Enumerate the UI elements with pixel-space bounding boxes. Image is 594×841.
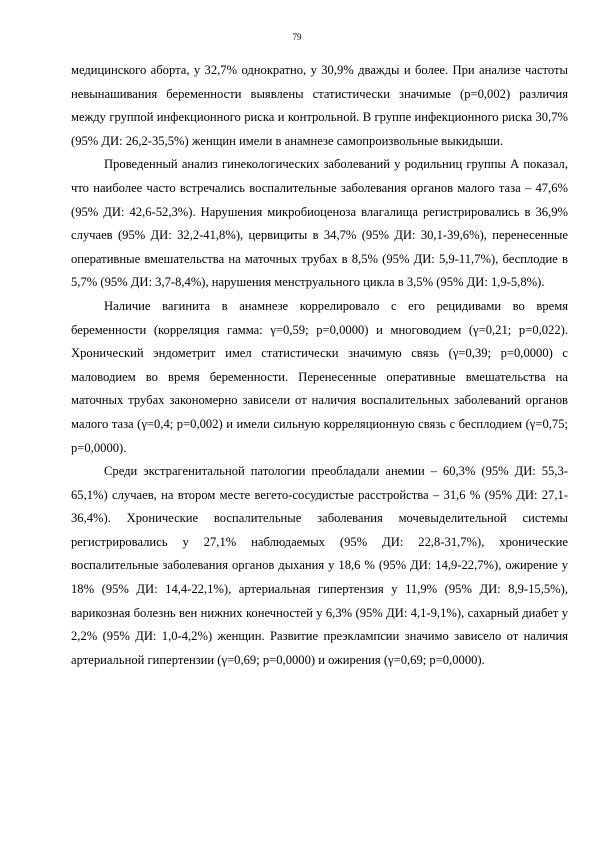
- page-number: 79: [292, 32, 302, 42]
- paragraph-1: медицинского аборта, у 32,7% однократно, у 30,9% дважды и более. При анализе частоты невынашивания беременности выявлены статистически значимые (р=0,002) различия между группой инфекционного риска и контрольной. В группе инфекционного риска 30,7% (95% ДИ: 26,2-35,5%) женщин имели в анамнезе самопроизвольные выкидыши.: [71, 63, 568, 148]
- paragraph-4: Среди экстрагенитальной патологии преобладали анемии – 60,3% (95% ДИ: 55,3-65,1%) случаев, на втором месте вегето-сосудистые расстройства – 31,6 % (95% ДИ: 27,1-36,4%). Хронические воспалительные заболевания мочевыделительной системы регистрировались у 27,1% наблюдаемых (95% ДИ: 22,8-31,7%), хронические воспалительные заболевания органов дыхания у 18,6 % (95% ДИ: 14,9-22,7%), ожирение у 18% (95% ДИ: 14,4-22,1%), артериальная гипертензия у 11,9% (95% ДИ: 8,9-15,5%), варикозная болезнь вен нижних конечностей у 6,3% (95% ДИ: 4,1-9,1%), сахарный диабет у 2,2% (95% ДИ: 1,0-4,2%) женщин. Развитие преэклампсии значимо зависело от наличия артериальной гипертензии (γ=0,69; р=0,0000) и ожирения (γ=0,69; р=0,0000).: [71, 464, 568, 667]
- paragraph-2: Проведенный анализ гинекологических заболеваний у родильниц группы А показал, что наиболее часто встречались воспалительные заболевания органов малого таза – 47,6% (95% ДИ: 42,6-52,3%). Нарушения микробиоценоза влагалища регистрировались в 36,9% случаев (95% ДИ: 32,2-41,8%), цервициты в 34,7% (95% ДИ: 30,1-39,6%), перенесенные оперативные вмешательства на маточных трубах в 8,5% (95% ДИ: 5,9-11,7%), бесплодие в 5,7% (95% ДИ: 3,7-8,4%), нарушения менструального цикла в 3,5% (95% ДИ: 1,9-5,8%).: [71, 157, 568, 290]
- paragraph-3: Наличие вагинита в анамнезе коррелировало с его рецидивами во время беременности (корреляция гамма: γ=0,59; р=0,0000) и многоводием (γ=0,21; р=0,022). Хронический эндометрит имел статистически значимую связь (γ=0,39; р=0,0000) с маловодием во время беременности. Перенесенные оперативные вмешательства на маточных трубах закономерно зависели от наличия воспалительных заболеваний органов малого таза (γ=0,4; р=0,002) и имели сильную корреляционную связь с бесплодием (γ=0,75; р=0,0000).: [71, 298, 568, 455]
- document-body: [71, 59, 568, 672]
